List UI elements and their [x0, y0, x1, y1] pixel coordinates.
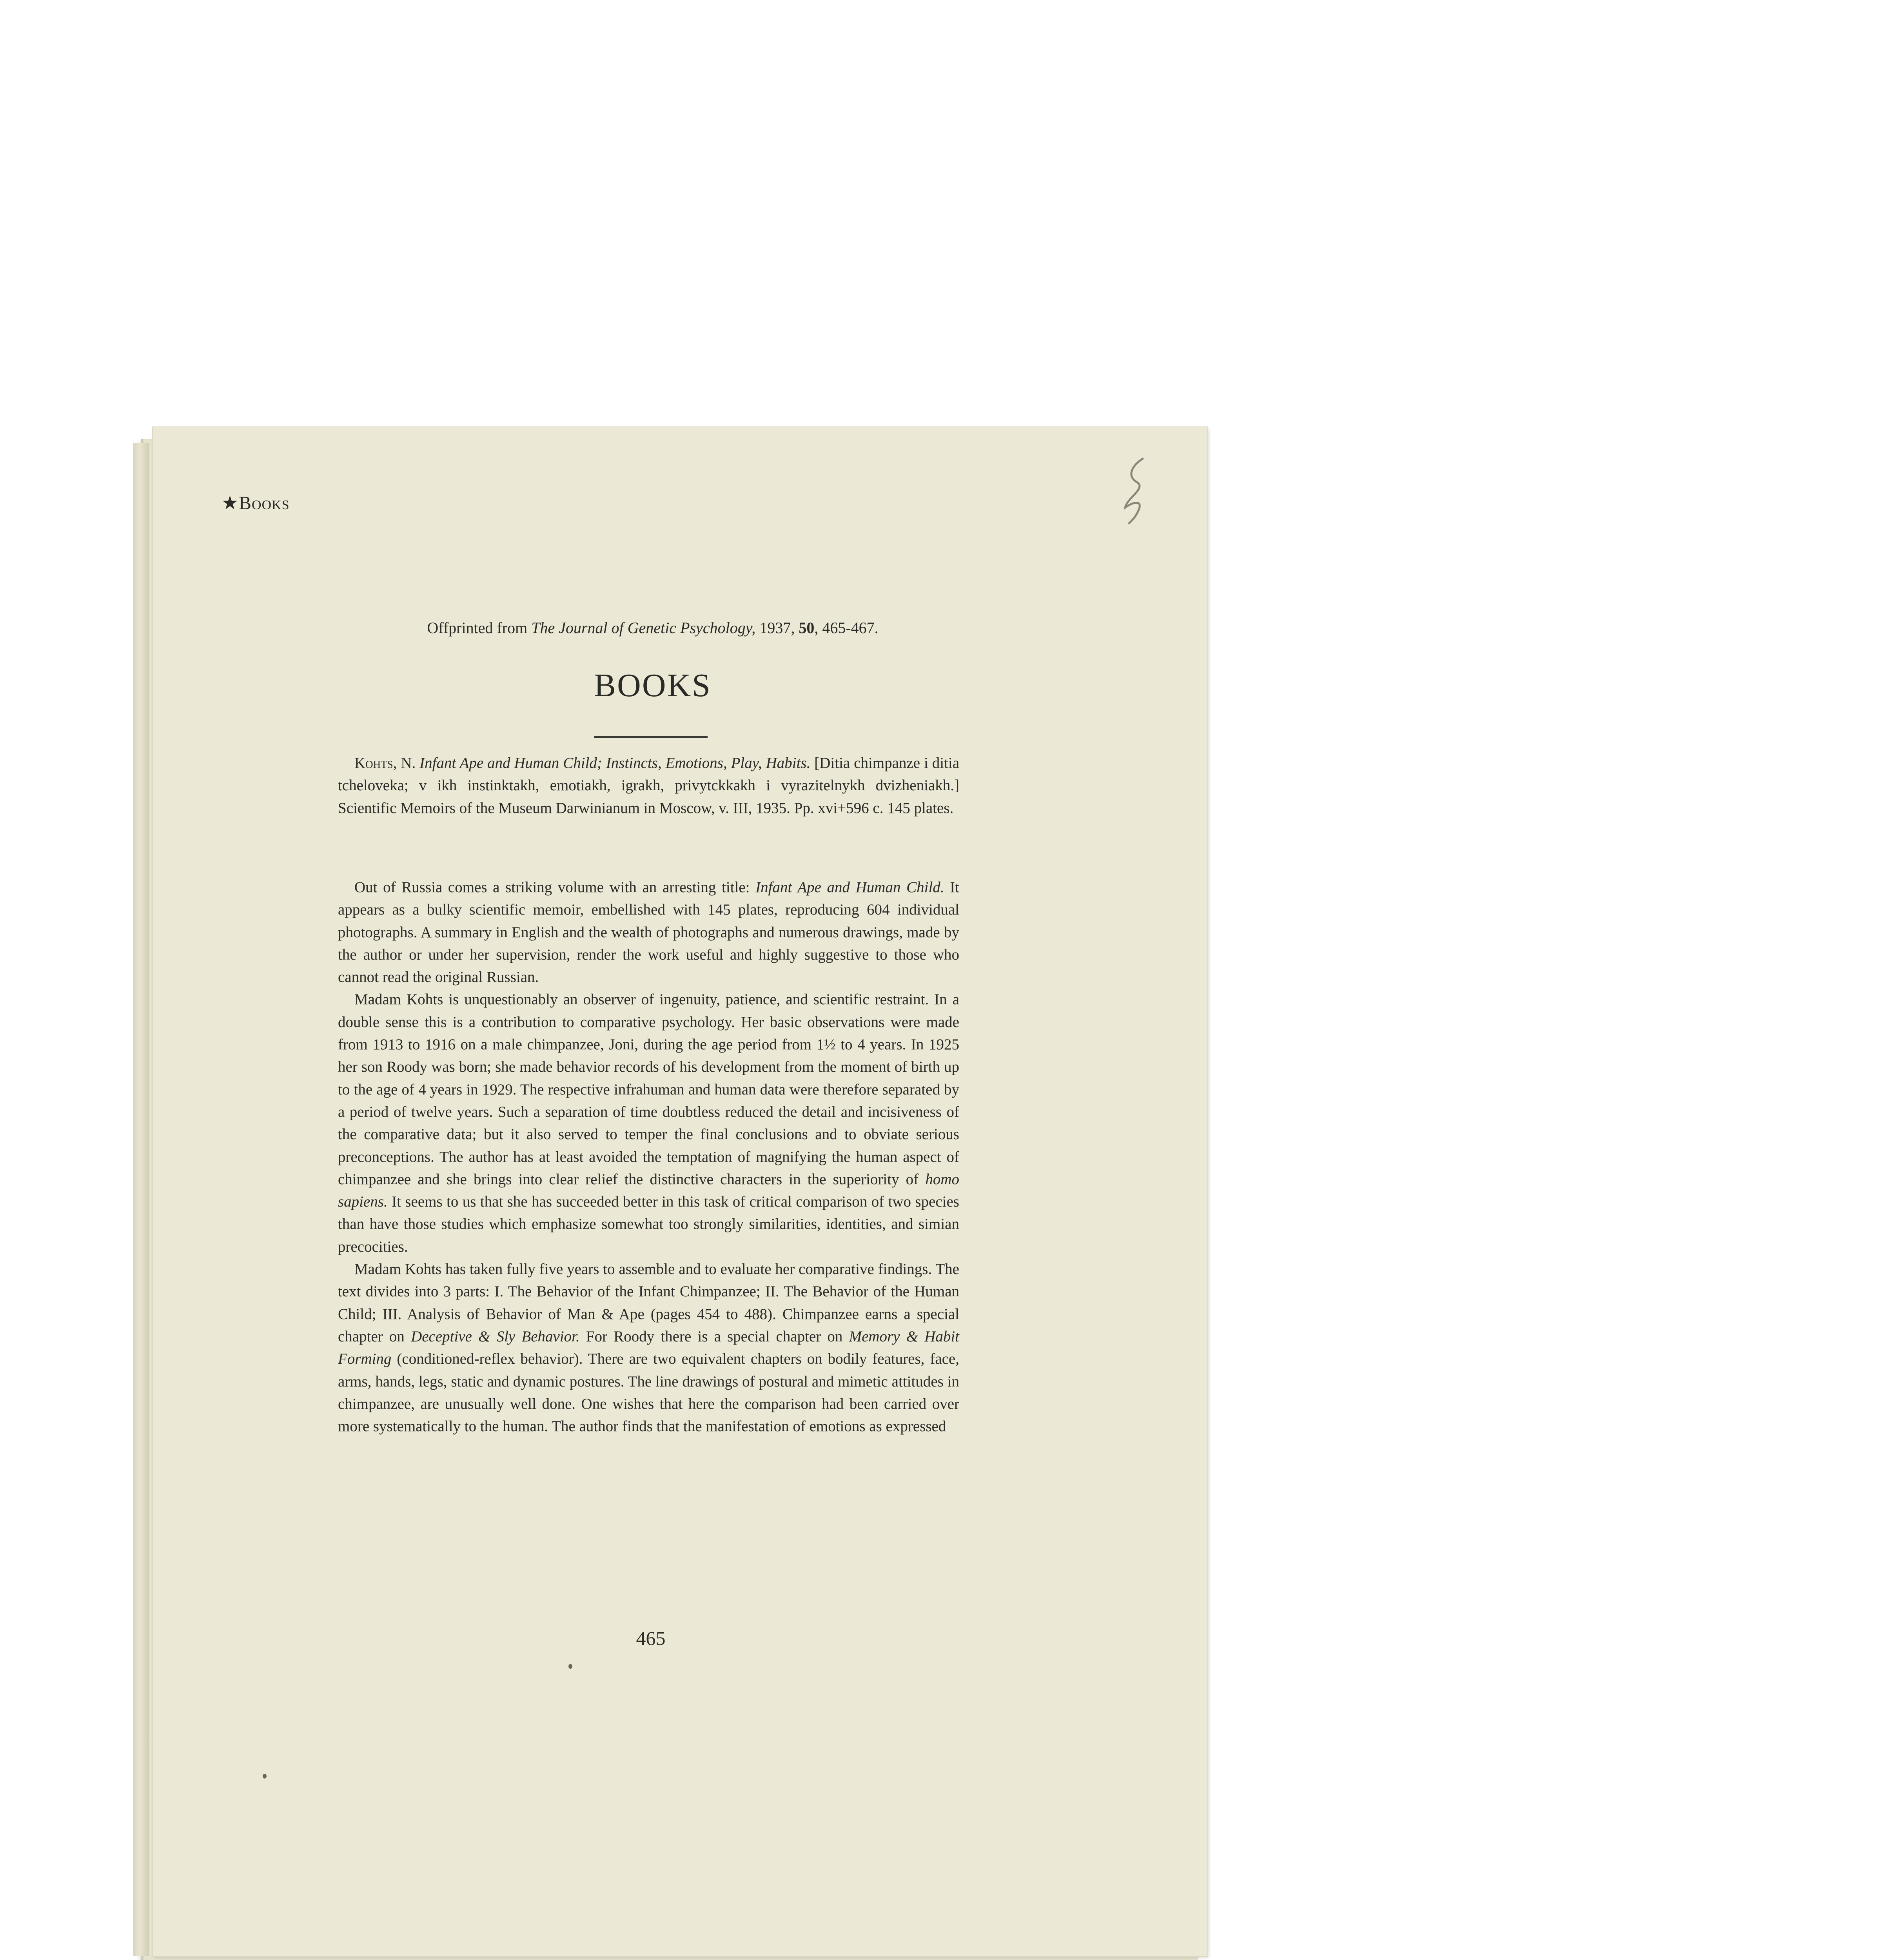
offprint-source-line [337, 619, 968, 637]
paragraph-text: (conditioned-reflex behavior). There are two equivalent chapters on bodily features, face, arms, hands, legs, static and dynamic postures. The line drawings of postural and mimetic attitudes in chimpanzee, are unusually well done. One wishes that here the comparison had been carried over more systematically to the human. The author finds that the manifestation of emotions as expressed [338, 1350, 959, 1435]
citation-title: Infant Ape and Human Child; Instincts, Emotions, Play, Habits. [419, 755, 811, 771]
book-citation [338, 752, 959, 819]
section-title: BOOKS [594, 667, 712, 704]
citation-author: Kohts, N. [354, 755, 416, 771]
paper-speck [568, 1664, 572, 1669]
paragraph-italic: Infant Ape and Human Child. [755, 879, 944, 896]
paper-stack-edge [133, 443, 149, 1956]
offprint-prefix: Offprinted from [427, 619, 532, 637]
paragraph-italic: Deceptive & Sly Behavior. [411, 1328, 580, 1345]
paragraph-text: Out of Russia comes a striking volume with an arresting title: [354, 879, 756, 896]
pencil-annotation-icon [1115, 455, 1158, 525]
paragraph-text: Madam Kohts is unquestionably an observer of ingenuity, patience, and scientific restraint. In a double sense this is a contribution to comparative psychology. Her basic observations were made from 1913 to 1916 on a male chimpanzee, Joni, during the age period from 1½ to 4 years. In 1925 her son Roody was born; she made behavior records of his development from the moment of birth up to the age of 4 years in 1929. The respective infrahuman and human data were therefore separated by a period of twelve years. Such a separation of time doubtless reduced the detail and incisiveness of the comparative data; but it also served to temper the final conclusions and to obviate serious preconceptions. The author has at least avoided the temptation of magnifying the human aspect of chimpanzee and she brings into clear relief the distinctive characters in the superiority of [338, 991, 959, 1188]
paragraph-text: It appears as a bulky scientific memoir, embellished with 145 plates, reproducing 604 individual photographs. A summary in English and the wealth of photographs and numerous drawings, made by the author or under her supervision, render the work useful and highly suggestive to those who cannot read the original Russian. [338, 879, 960, 986]
title-divider [594, 736, 708, 738]
page-number: 465 [636, 1627, 666, 1649]
corner-label: ★Books [221, 493, 290, 514]
paragraph-italic: homo sapiens. [338, 1171, 959, 1210]
volume-number: 50 [799, 619, 815, 637]
paragraph [338, 876, 959, 988]
paragraph-text: Madam Kohts has taken fully five years to assemble and to evaluate her comparative findings. The text divides into 3 parts: I. The Behavior of the Infant Chimpanzee; II. The Behavior of the Human Child; III. Analysis of Behavior of Man & Ape (pages 454 to 488). Chimpanzee earns a special chapter on [338, 1261, 959, 1345]
journal-name: The Journal of Genetic Psychology, [531, 619, 756, 637]
review-body [338, 876, 959, 1437]
paragraph-text: It seems to us that she has succeeded better in this task of critical comparison of two species than have those studies which emphasize somewhat too strongly similarities, identities, and simian precocities. [338, 1193, 959, 1255]
paragraph-italic: Memory & Habit Forming [338, 1328, 960, 1368]
paragraph [338, 1258, 959, 1437]
offprint-pages: , 465-467. [814, 619, 879, 637]
citation-details: [Ditia chimpanze i ditia tcheloveka; v ikh instinktakh, emotiakh, igrakh, privytckkakh i vyrazitelnykh dvizheniakh.] Scientific Memoirs of the Museum Darwinianum in Moscow, v. III, 1935. Pp. xvi+596 c. 145 plates. [338, 755, 960, 817]
paper-speck [263, 1774, 267, 1779]
paragraph [338, 988, 959, 1258]
paragraph-text: For Roody there is a special chapter on [579, 1328, 849, 1345]
offprint-year: 1937, [755, 619, 799, 637]
